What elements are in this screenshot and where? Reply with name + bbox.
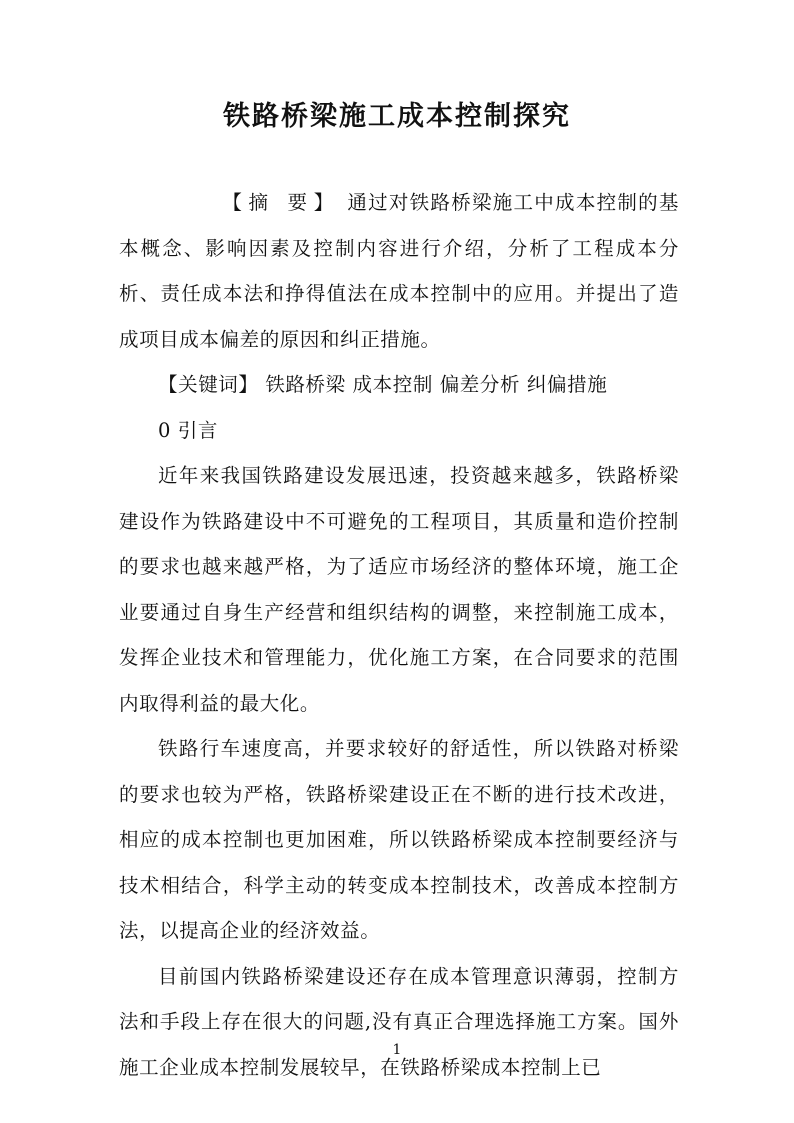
body-paragraph: 近年来我国铁路建设发展迅速，投资越来越多，铁路桥梁建设作为铁路建设中不可避免的工程项目，其质量和造价控制的要求也越来越严格，为了适应市场经济的整体环境，施工企业要通过自身生产经营和组织结构的调整，来控制施工成本，发挥企业技术和管理能力，优化施工方案，在合同要求的范围内取得利益的最大化。	[119, 464, 679, 715]
abstract-paragraph	[119, 180, 679, 362]
document-body	[119, 180, 679, 1090]
body-paragraph: 铁路行车速度高，并要求较好的舒适性，所以铁路对桥梁的要求也较为严格，铁路桥梁建设正在不断的进行技术改进，相应的成本控制也更加困难，所以铁路桥梁成本控制要经济与技术相结合，科学主动的转变成本控制技术，改善成本控制方法，以提高企业的经济效益。	[119, 737, 679, 942]
page-number: 1	[392, 1042, 402, 1058]
keywords-text: 铁路桥梁 成本控制 偏差分析 纠偏措施	[258, 373, 608, 396]
keywords-paragraph	[119, 362, 679, 408]
body-paragraph: 目前国内铁路桥梁建设还存在成本管理意识薄弱，控制方法和手段上存在很大的问题,没有真正合理选择施工方案。国外施工企业成本控制发展较早，在铁路桥梁成本控制上已	[119, 964, 679, 1079]
abstract-text: 通过对铁路桥梁施工中成本控制的基本概念、影响因素及控制内容进行介绍，分析了工程成本分析、责任成本法和挣得值法在成本控制中的应用。并提出了造成项目成本偏差的原因和纠正措施。	[119, 191, 679, 351]
document-title: 铁路桥梁施工成本控制探究	[223, 101, 571, 132]
section-heading: 0 引言	[158, 418, 219, 442]
abstract-tag: 【摘 要】	[222, 191, 340, 214]
keywords-tag: 【关键词】	[158, 373, 259, 396]
